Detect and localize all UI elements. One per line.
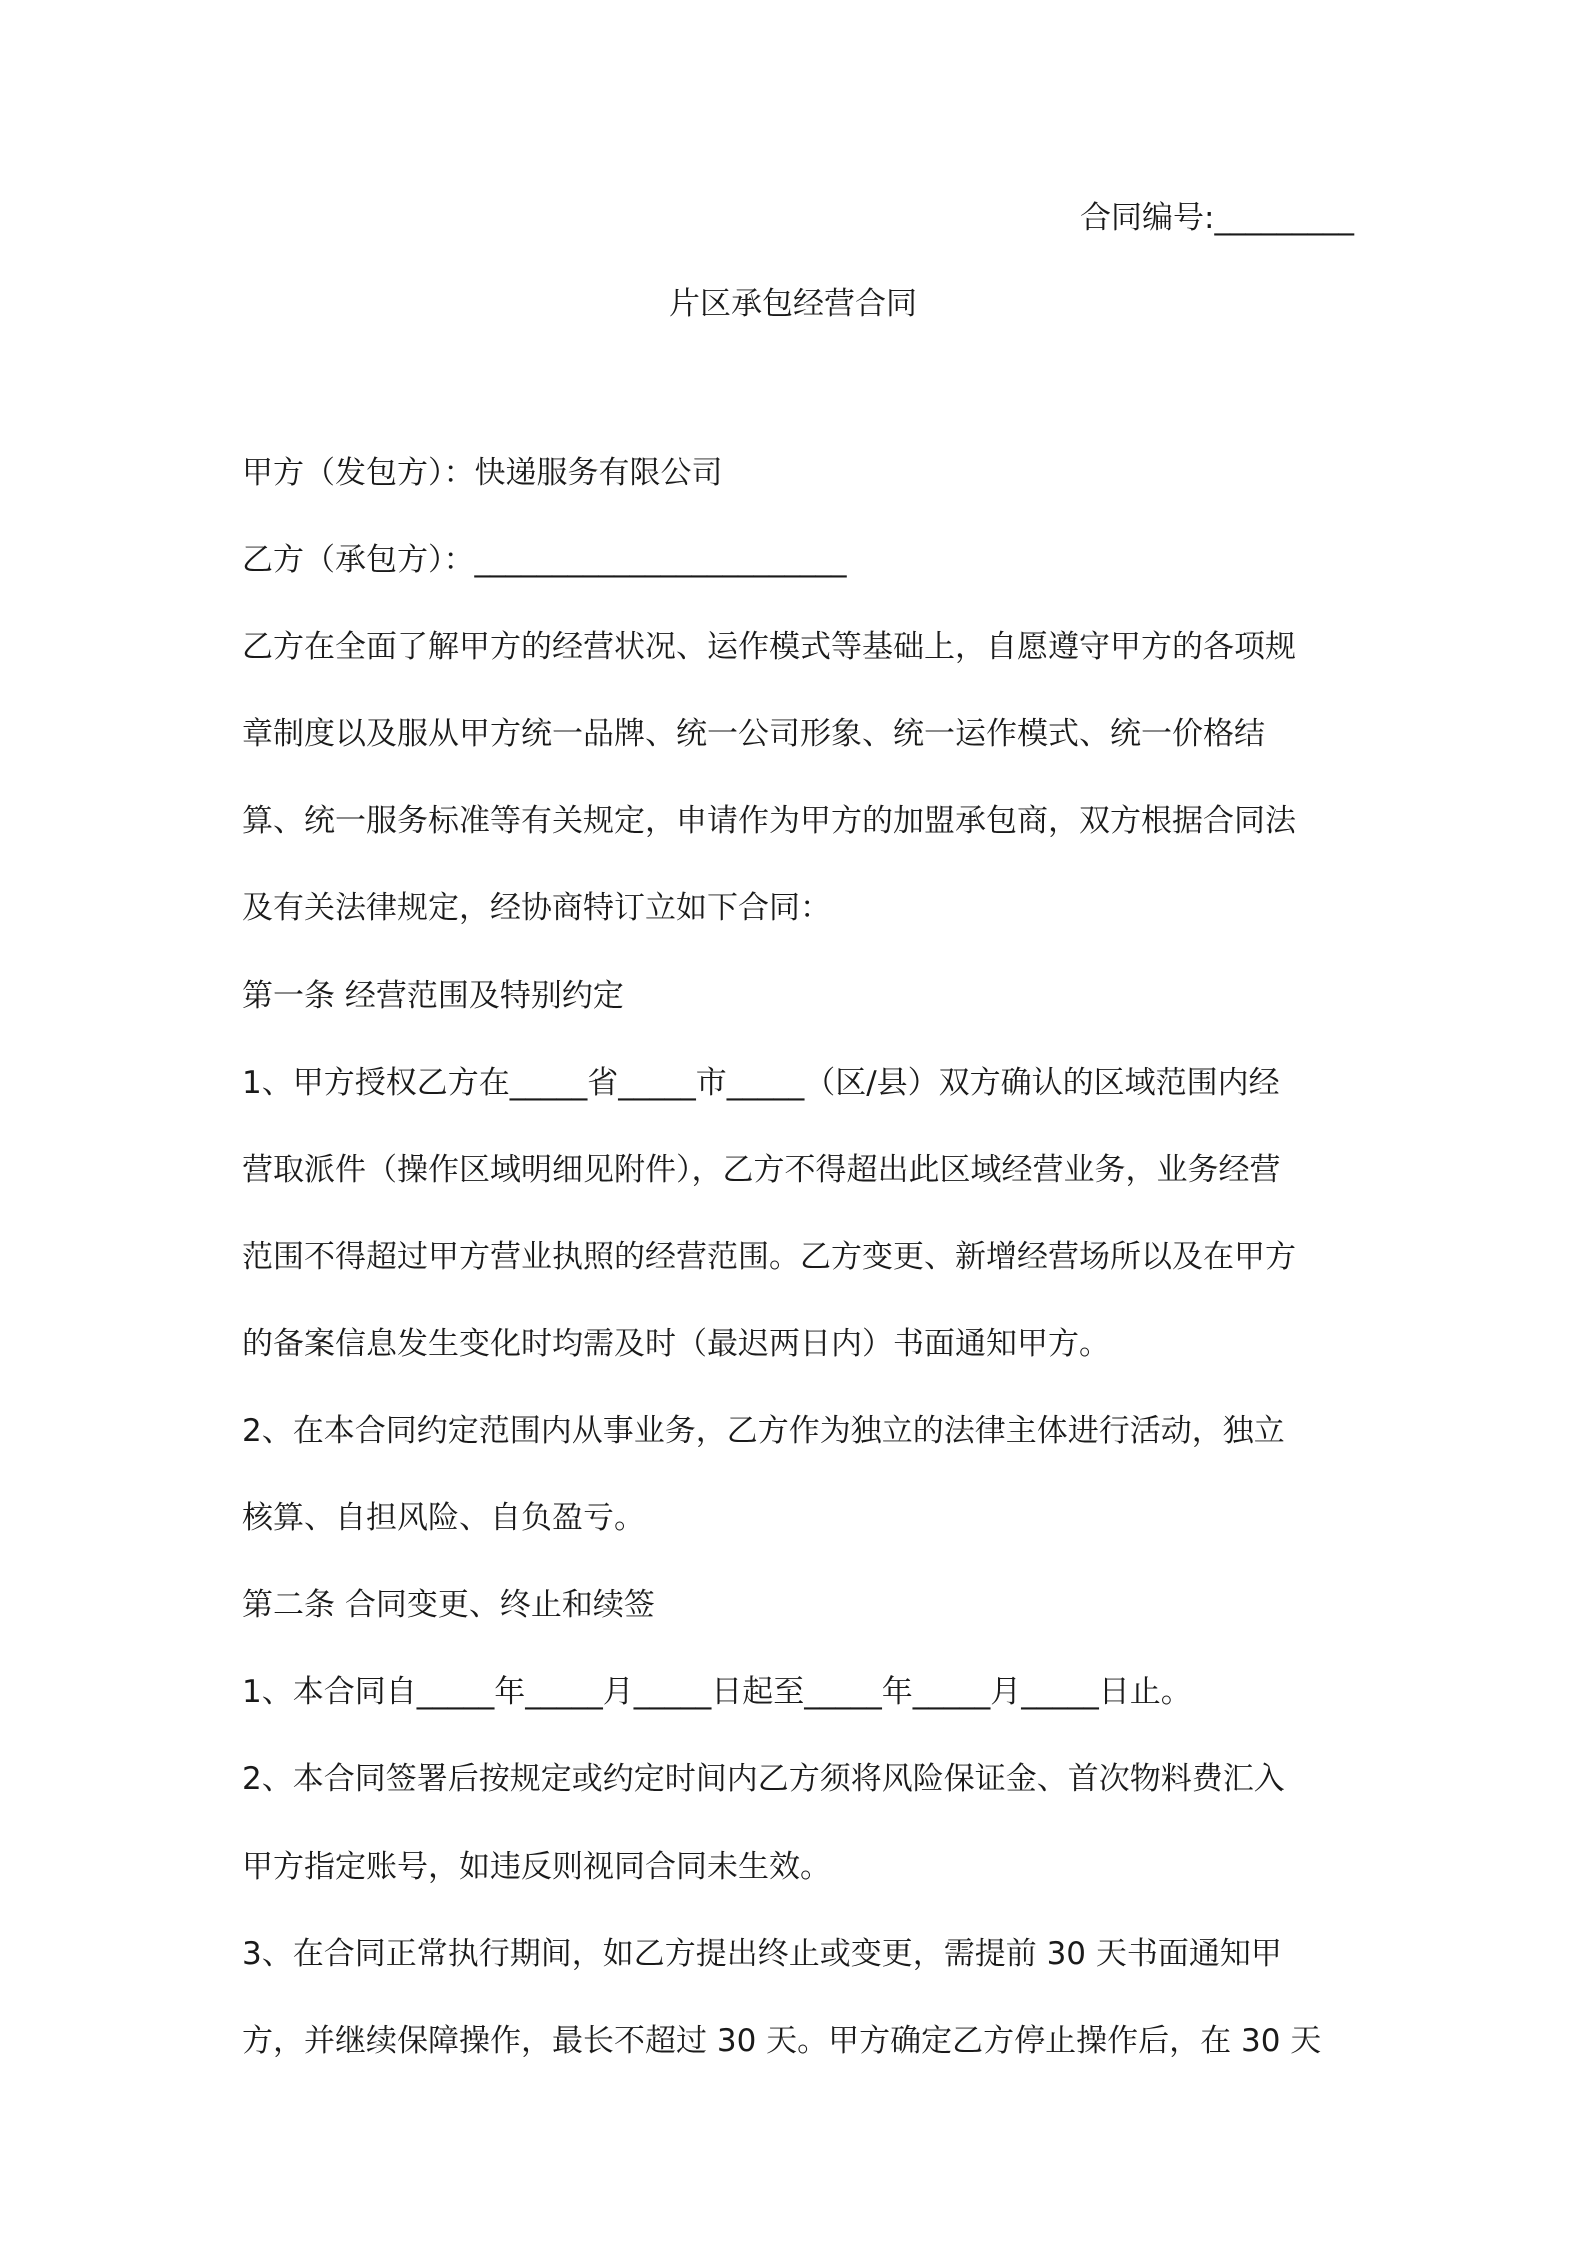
article-2-heading: 第二条 合同变更、终止和续签 (242, 1587, 655, 1624)
document-title: 片区承包经营合同 (669, 286, 917, 322)
preamble-line: 及有关法律规定，经协商特订立如下合同： (242, 890, 831, 927)
article-1-clause-line: 2、在本合同约定范围内从事业务，乙方作为独立的法律主体进行活动，独立 (242, 1413, 1285, 1450)
article-2-clause-line: 方，并继续保障操作，最长不超过 30 天。甲方确定乙方停止操作后，在 30 天 (242, 2022, 1322, 2059)
preamble-line: 章制度以及服从甲方统一品牌、统一公司形象、统一运作模式、统一价格结 (242, 716, 1265, 753)
article-2-clause-line: 2、本合同签署后按规定或约定时间内乙方须将风险保证金、首次物料费汇入 (242, 1761, 1285, 1798)
article-1-heading: 第一条 经营范围及特别约定 (242, 977, 624, 1014)
preamble-line: 算、统一服务标准等有关规定，申请作为甲方的加盟承包商，双方根据合同法 (242, 803, 1296, 840)
article-1-clause-line: 1、甲方授权乙方在_____省_____市_____（区/县）双方确认的区域范围内经 (242, 1064, 1280, 1101)
contract-number: 合同编号:_________ (1080, 200, 1354, 236)
article-2-clause-line: 1、本合同自_____年_____月_____日起至_____年_____月_____日止。 (242, 1674, 1192, 1711)
article-1-clause-line: 核算、自担风险、自负盈亏。 (242, 1500, 645, 1537)
party-b-line: 乙方（承包方）：________________________ (242, 542, 847, 579)
article-1-clause-line: 营取派件（操作区域明细见附件），乙方不得超出此区域经营业务，业务经营 (242, 1151, 1281, 1188)
article-2-clause-line: 甲方指定账号，如违反则视同合同未生效。 (242, 1848, 831, 1885)
article-2-clause-line: 3、在合同正常执行期间，如乙方提出终止或变更，需提前 30 天书面通知甲 (242, 1935, 1282, 1972)
contract-body (242, 430, 1352, 2085)
preamble-line: 乙方在全面了解甲方的经营状况、运作模式等基础上，自愿遵守甲方的各项规 (242, 629, 1296, 666)
party-a-line: 甲方（发包方）：快递服务有限公司 (242, 455, 723, 491)
article-1-clause-line: 范围不得超过甲方营业执照的经营范围。乙方变更、新增经营场所以及在甲方 (242, 1238, 1296, 1275)
article-1-clause-line: 的备案信息发生变化时均需及时（最迟两日内）书面通知甲方。 (242, 1325, 1110, 1362)
